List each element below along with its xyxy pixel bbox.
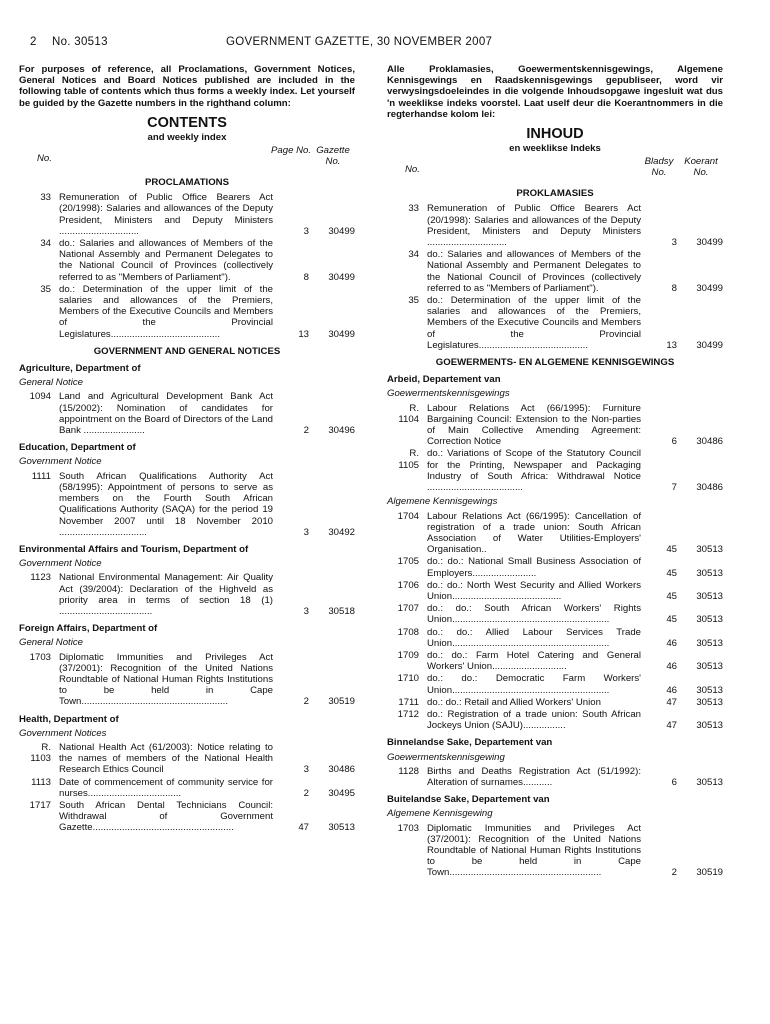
entry-number: 34 [40,238,51,250]
index-entry [387,627,723,649]
notice-type-label: Goewermentskennisgewings [387,388,510,400]
entry-gazette: 30486 [696,482,723,494]
entry-text: do.: Variations of Scope of the Statutory Council for the Printing, Newspaper and Packaging Industry of South Africa: Withdrawal Notice .................................... [427,448,641,494]
entry-page: 46 [666,661,677,673]
department-heading: Education, Department of [19,442,136,454]
entry-page: 2 [671,867,677,879]
entry-text: Remuneration of Public Office Bearers Act (20/1998): Salaries and allowances of the Deputy President, Ministers and Deputy Ministers .............................. [59,192,273,237]
entry-text: do.: Registration of a trade union: South African Jockeys Union (SAJU)................ [427,708,641,732]
entry-number: 1123 [30,572,51,584]
entry-page: 2 [303,787,309,799]
entry-number: 1709 [397,649,419,661]
entry-gazette: 30513 [328,822,355,834]
entry-page: 7 [671,482,677,494]
entry-page: 2 [303,696,309,708]
entry-page: 3 [303,605,309,617]
index-entry [387,556,723,578]
notices-heading: GOEWERMENTS- EN ALGEMENE KENNISGEWINGS [435,357,675,369]
entry-gazette: 30496 [328,425,355,437]
notice-type-label: Algemene Kennisgewings [387,496,498,508]
entry-gazette: 30499 [696,237,723,249]
entry-gazette: 30499 [328,328,355,340]
page-header [30,36,740,50]
entry-text: do.: Determination of the upper limit of the salaries and allowances of the Premiers, Members of the Executive Councils and Members of the Provincial Legislatures......................................... [59,283,273,340]
entry-text: Births and Deaths Registration Act (51/1992): Alteration of surnames........... [427,765,641,788]
entry-number: R. 1103 [30,741,51,765]
entry-number: 1094 [29,391,51,403]
index-entry [387,673,723,695]
entry-number: 1707 [397,603,419,615]
entry-gazette: 30492 [328,526,355,538]
notice-type-label: Government Notices [19,727,107,739]
index-entry [19,742,355,776]
entry-page: 8 [303,271,309,283]
entry-gazette: 30513 [696,684,723,696]
index-entry [19,192,355,237]
entry-gazette: 30499 [696,282,723,294]
index-entry [19,652,355,708]
entry-gazette: 30513 [696,661,723,673]
afrikaans-contents-column [387,64,723,880]
index-entry [387,697,723,708]
index-entry [19,572,355,617]
entry-page: 45 [666,567,677,579]
department-heading: Binnelandse Sake, Departement van [387,737,553,749]
entry-page: 8 [671,282,677,294]
proclamations-list [387,203,723,351]
entry-text: South African Dental Technicians Council: Withdrawal of Government Gazette..................................................... [59,799,273,834]
entry-page: 13 [666,339,677,351]
notice-type-label: General Notice [19,377,83,389]
entry-number: 33 [408,203,419,215]
index-entry [19,800,355,834]
entry-page: 45 [666,544,677,556]
col-page-heading: Bladsy No. [644,156,674,179]
entry-gazette: 30513 [696,614,723,626]
gazette-title: GOVERNMENT GAZETTE, 30 NOVEMBER 2007 [226,36,493,48]
notice-type-label: Algemene Kennisgewing [387,808,493,820]
index-entry [387,295,723,351]
entry-page: 45 [666,590,677,602]
entry-number: 1712 [397,708,419,720]
notice-type-label: Government Notice [19,558,102,570]
entry-text: do.: Determination of the upper limit of the salaries and allowances of the Premiers, Members of the Executive Councils and Members of the Provincial Legislatures......................................... [427,295,641,351]
entry-page: 47 [666,720,677,732]
entry-number: 1706 [397,579,419,591]
entry-gazette: 30518 [328,605,355,617]
entry-gazette: 30513 [696,776,723,788]
departments-list [387,374,723,878]
entry-page: 3 [303,764,309,776]
entry-text: National Environmental Management: Air Quality Act (39/2004): Declaration of the Highveld as priority area in terms of section 18 (1) ................................... [59,572,273,617]
index-entry [19,238,355,283]
entry-gazette: 30513 [696,567,723,579]
entry-gazette: 30513 [696,637,723,649]
entry-gazette: 30495 [328,787,355,799]
entry-text: Labour Relations Act (66/1995): Furniture Bargaining Council: Extension to the Non-parties of Main Collective Amending Agreement: Correction Notice [427,402,641,448]
intro-text: For purposes of reference, all Proclamations, Government Notices, General Notices and Board Notices published are included in the following table of contents which thus forms a weekly index. Let yourself be guided by the Gazette numbers in the righthand column: [19,64,355,109]
entry-page: 46 [666,637,677,649]
column-headings [387,156,723,182]
col-no-heading: No. [37,153,52,165]
entry-text: National Health Act (61/2003): Notice relating to the names of members of the National Health Research Ethics Council [59,741,273,776]
page-number: 2 [30,36,37,48]
entry-number: 1708 [397,626,419,638]
entry-number: 1128 [398,765,419,777]
notice-type-label: General Notice [19,637,83,649]
entry-gazette: 30499 [328,271,355,283]
entry-page: 47 [666,696,677,708]
index-entry [387,403,723,448]
entry-text: do.: do.: Retail and Allied Workers' Union [427,696,601,708]
entry-number: 1703 [29,651,51,663]
entry-page: 46 [666,684,677,696]
department-heading: Agriculture, Department of [19,363,141,375]
index-entry [19,471,355,538]
entry-gazette: 30519 [696,867,723,879]
index-entry [387,580,723,602]
entry-text: Date of commencement of community service for nurses................................... [59,776,273,799]
entry-text: do.: do.: South African Workers' Rights Union........................................................... [427,603,641,626]
entry-number: R. 1104 [398,402,419,425]
contents-title: INHOUD [526,126,584,143]
entry-text: Labour Relations Act (66/1995): Cancellation of registration of a trade union: South African Association of Water Utilities-Employers' Organisation.. [427,510,641,556]
entry-page: 47 [298,822,309,834]
entry-number: 1711 [398,696,419,708]
entry-text: Remuneration of Public Office Bearers Act (20/1998): Salaries and allowances of the Deputy President, Ministers and Deputy Ministers .............................. [427,203,641,249]
entry-gazette: 30499 [328,225,355,237]
index-entry [387,709,723,731]
entry-text: Diplomatic Immunities and Privileges Act (37/2001): Recognition of the United Nations Roundtable of National Human Rights Institutions to be held in Cape Town....................................................... [59,651,273,708]
gazette-number: No. 30513 [52,36,108,48]
entry-page: 6 [671,436,677,448]
notice-type-label: Goewermentskennisgewing [387,751,505,763]
index-entry [19,284,355,340]
column-headings [19,145,355,171]
entry-page: 45 [666,614,677,626]
notices-heading: GOVERNMENT AND GENERAL NOTICES [93,345,281,357]
entry-number: 1704 [397,510,419,522]
entry-page: 3 [303,526,309,538]
entry-text: do.: Salaries and allowances of Members of the National Assembly and Permanent Delegates to the National Council of Provinces (collectively referred to as "Members of Parliament"). [59,238,273,283]
index-entry [19,391,355,436]
entry-text: do.: do.: Allied Labour Services Trade Union........................................................... [427,626,641,649]
intro-text: Alle Proklamasies, Goewermentskennisgewings, Algemene Kennisgewings en Raadskennisgewings gepubliseer, word vir verwysingsdoeleindes in die volgende Inhoudsopgawe ingesluit wat dus 'n weeklikse indeks voorstel. Laat uself deur die Koerantnommers in die regterhandse kolom lei: [387,64,723,120]
entry-number: 1111 [31,470,51,482]
entry-text: South African Qualifications Authority Act (58/1995): Appointment of persons to serve as members on the Fourth South African Qualifications Authority (SAQA) for the period 19 November 2007 until 18 November 2010 ................................. [59,470,273,538]
entry-text: do.: do.: National Small Business Association of Employers........................ [427,556,641,579]
col-gazette-heading: Gazette No. [316,145,350,168]
entry-gazette: 30513 [696,544,723,556]
index-entry [387,448,723,493]
entry-number: 1717 [29,799,51,811]
entry-text: Diplomatic Immunities and Privileges Act (37/2001): Recognition of the United Nations Roundtable of National Human Rights Institutions to be held in Cape Town......................................................... [427,822,641,879]
entry-page: 2 [303,425,309,437]
entry-text: do.: Salaries and allowances of Members of the National Assembly and Permanent Delegates to the National Council of Provinces (collectively referred to as "Members of Parliament"). [427,249,641,294]
index-entry [19,777,355,799]
col-gazette-heading: Koerant No. [684,156,718,179]
entry-text: do.: do.: Farm Hotel Catering and General Workers' Union............................ [427,649,641,673]
entry-number: R. 1105 [398,448,419,471]
contents-subtitle: en weeklikse Indeks [509,143,601,155]
entry-gazette: 30486 [696,436,723,448]
entry-gazette: 30499 [696,339,723,351]
entry-gazette: 30486 [328,764,355,776]
entry-number: 35 [408,295,419,307]
entry-page: 3 [671,237,677,249]
entry-number: 1703 [397,822,419,834]
col-no-heading: No. [405,164,420,176]
index-entry [387,203,723,248]
proclamations-list [19,192,355,340]
index-entry [387,766,723,788]
index-entry [387,511,723,556]
entry-page: 3 [303,225,309,237]
contents-subtitle: and weekly index [147,131,227,143]
entry-gazette: 30519 [328,696,355,708]
department-heading: Foreign Affairs, Department of [19,623,158,635]
entry-number: 34 [408,249,419,261]
index-entry [387,823,723,879]
entry-text: do.: do.: Democratic Farm Workers' Union........................................................... [427,673,641,696]
entry-number: 1113 [31,776,51,788]
notice-type-label: Government Notice [19,456,102,468]
entry-number: 33 [40,192,51,204]
entry-gazette: 30513 [696,590,723,602]
entry-text: do.: do.: North West Security and Allied Workers Union......................................... [427,579,641,602]
department-heading: Buitelandse Sake, Departement van [387,794,550,806]
entry-number: 1705 [397,556,419,568]
english-contents-column [19,64,355,835]
departments-list [19,363,355,834]
entry-page: 13 [298,328,309,340]
entry-page: 6 [671,776,677,788]
entry-gazette: 30513 [696,720,723,732]
index-entry [387,603,723,625]
entry-gazette: 30513 [696,696,723,708]
index-entry [387,249,723,294]
col-page-heading: Page No. [271,145,312,157]
contents-title: CONTENTS [147,114,227,131]
entry-number: 1710 [397,673,419,685]
department-heading: Health, Department of [19,713,119,725]
proclamations-heading: PROKLAMASIES [516,188,594,200]
department-heading: Environmental Affairs and Tourism, Department of [19,543,249,555]
index-entry [387,650,723,672]
department-heading: Arbeid, Departement van [387,374,501,386]
entry-text: Land and Agricultural Development Bank Act (15/2002): Nomination of candidates for appointment on the Board of Directors of the Land Bank ....................... [59,391,273,437]
proclamations-heading: PROCLAMATIONS [144,177,230,189]
entry-number: 35 [40,283,51,295]
